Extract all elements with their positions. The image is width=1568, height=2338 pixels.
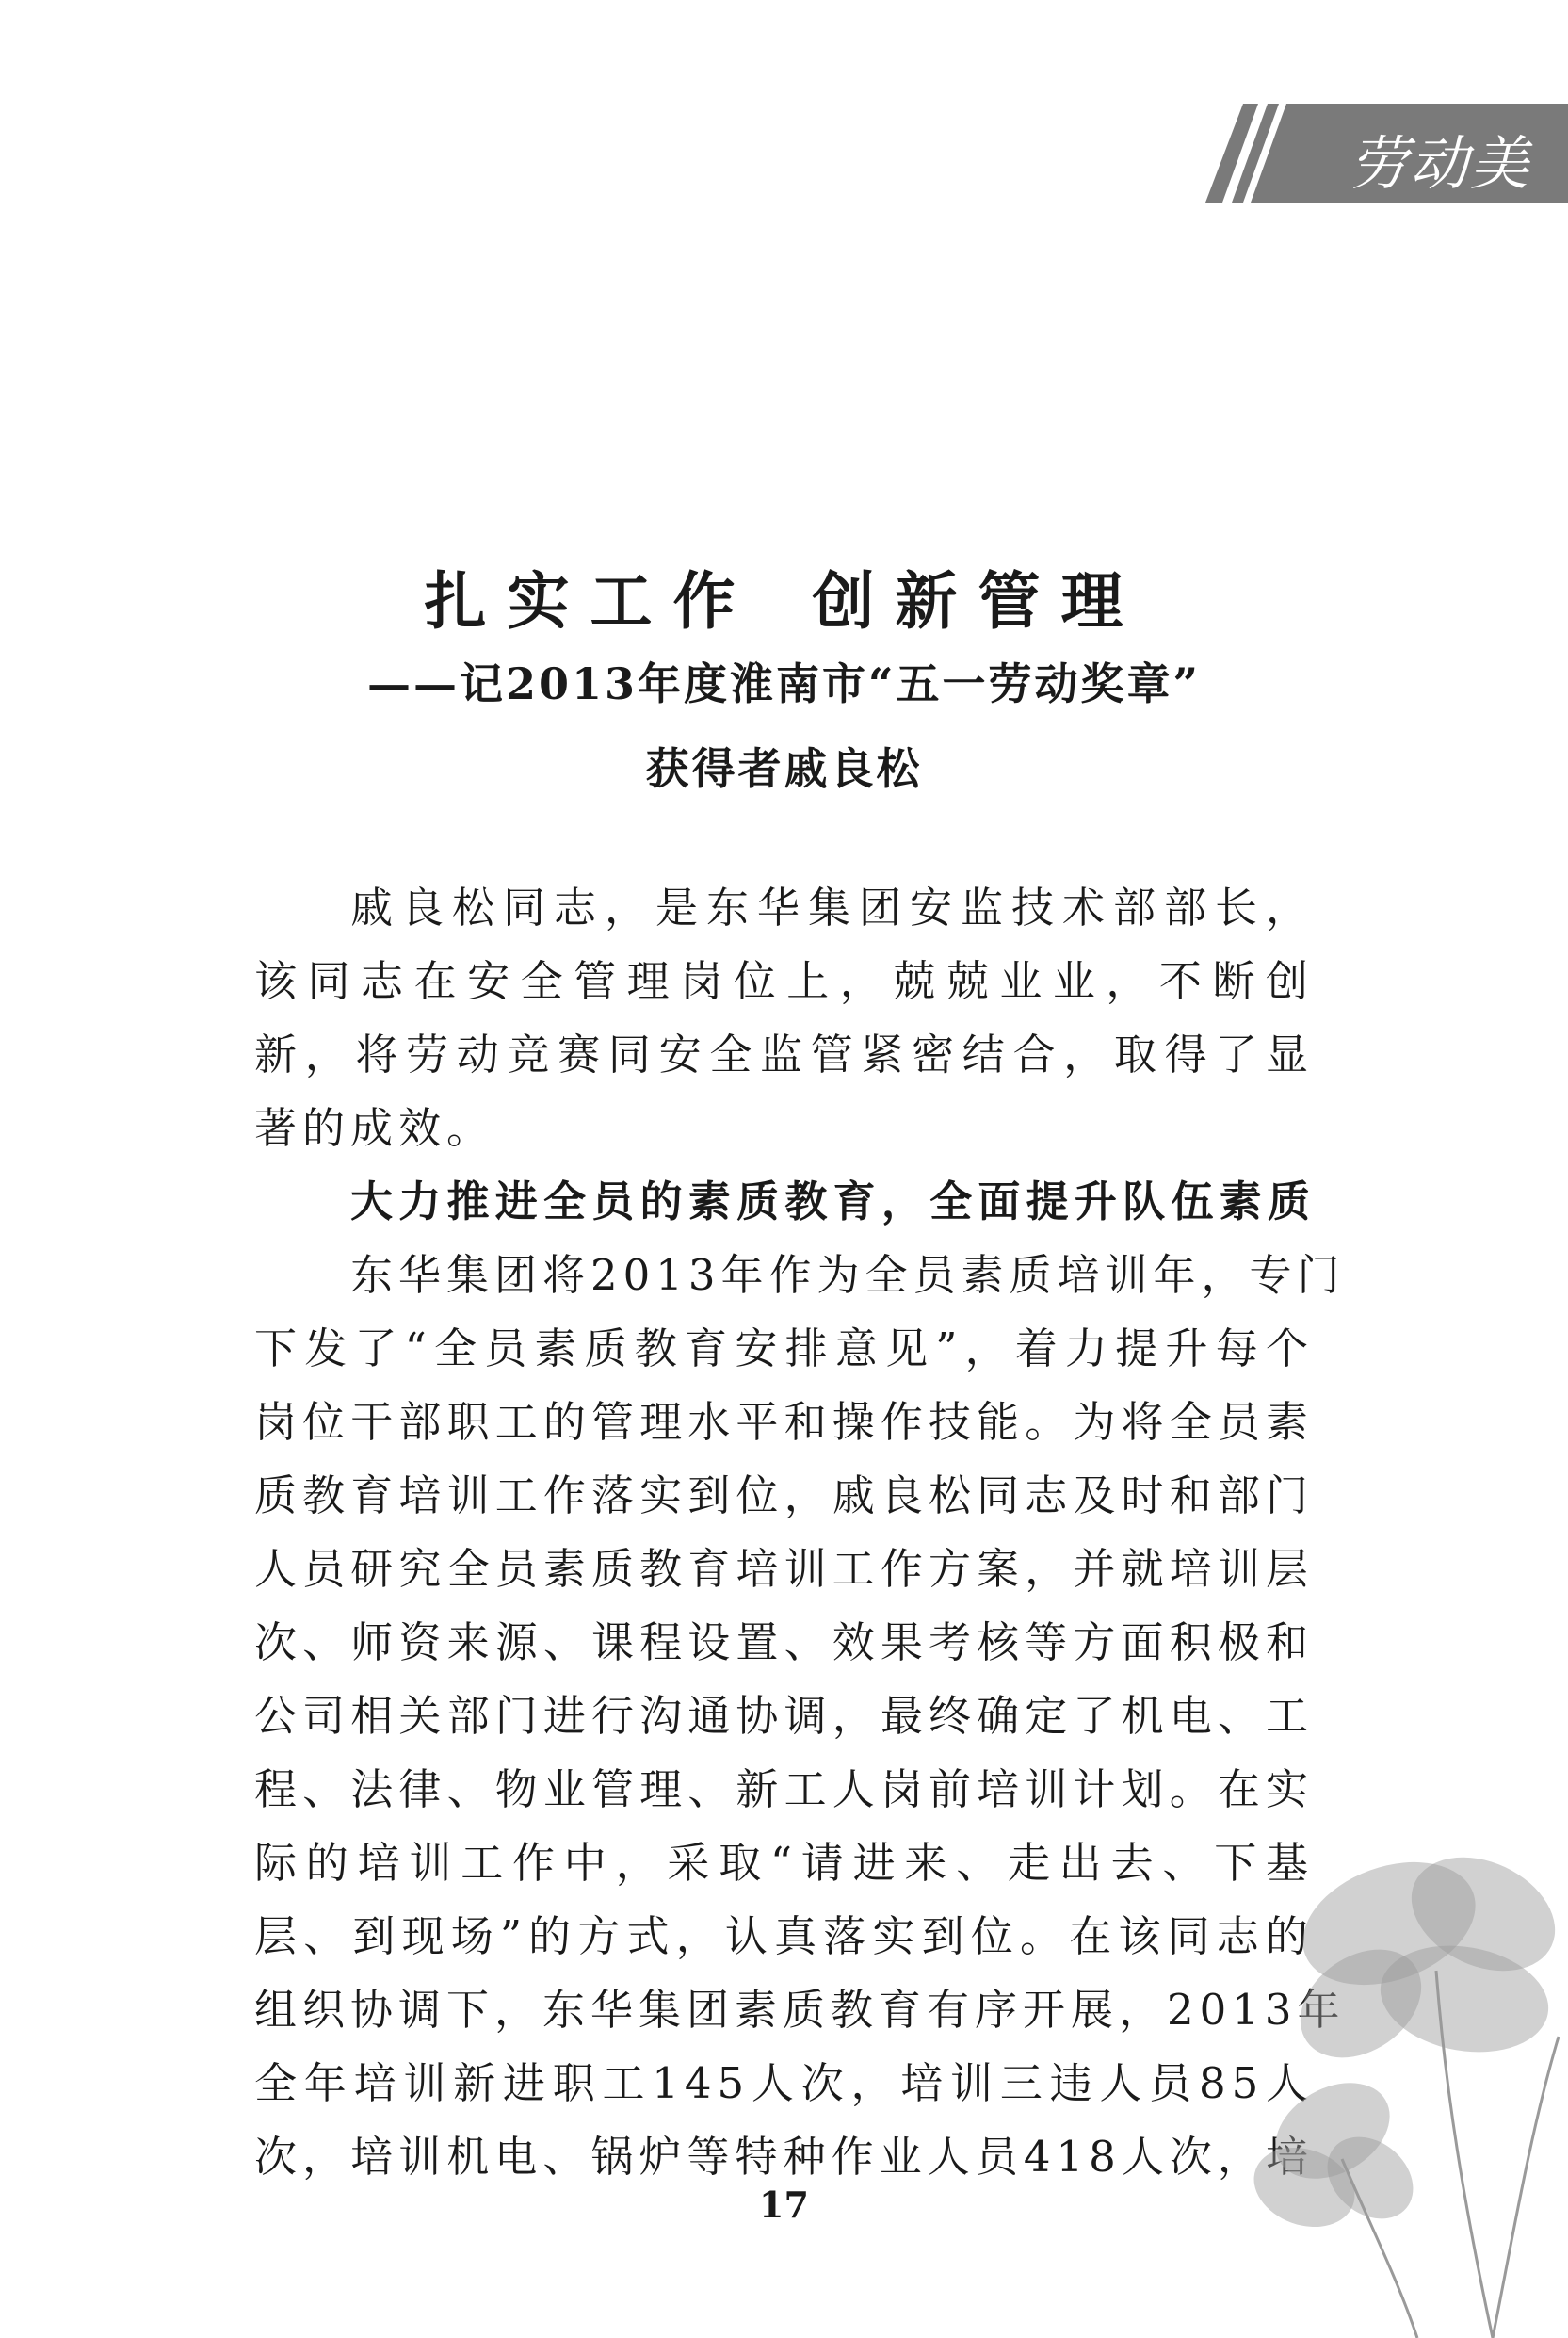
article-body	[254, 871, 1346, 2194]
section-label: 劳动美	[1349, 129, 1530, 198]
section-tab	[1205, 104, 1568, 203]
body-line: 层、到现场”的方式，认真落实到位。在该同志的	[254, 1911, 1314, 1961]
body-line: 质教育培训工作落实到位，戚良松同志及时和部门	[254, 1470, 1314, 1520]
body-line: 新，将劳动竞赛同安全监管紧密结合，取得了显	[254, 1030, 1314, 1080]
body-line: 次、师资来源、课程设置、效果考核等方面积极和	[254, 1617, 1314, 1667]
body-line: 下发了“全员素质教育安排意见”，着力提升每个	[254, 1323, 1314, 1373]
body-line: 次，培训机电、锅炉等特种作业人员418人次，培	[254, 2132, 1314, 2182]
section-heading: 大力推进全员的素质教育，全面提升队伍素质	[350, 1177, 1314, 1226]
body-line: 著的成效。	[254, 1103, 495, 1153]
body-line: 公司相关部门进行沟通协调，最终确定了机电、工	[254, 1691, 1314, 1741]
body-line: 东华集团将2013年作为全员素质培训年，专门	[350, 1250, 1346, 1300]
body-line: 际的培训工作中，采取“请进来、走出去、下基	[254, 1838, 1314, 1888]
body-line: 人员研究全员素质教育培训工作方案，并就培训层	[254, 1544, 1314, 1594]
page-number: 17	[759, 2184, 809, 2226]
body-line: 岗位干部职工的管理水平和操作技能。为将全员素	[254, 1397, 1314, 1447]
body-line: 全年培训新进职工145人次，培训三违人员85人	[254, 2058, 1314, 2108]
article-subtitle-2: 获得者戚良松	[645, 743, 923, 794]
body-line: 戚良松同志，是东华集团安监技术部部长，	[350, 883, 1314, 933]
title-part-1: 扎实工作	[424, 564, 756, 638]
article-subtitle: ——记2013年度淮南市“五一劳动奖章”	[367, 658, 1201, 709]
body-line: 组织协调下，东华集团素质教育有序开展，2013年	[254, 1985, 1346, 2035]
body-line: 该同志在安全管理岗位上，兢兢业业，不断创	[254, 956, 1314, 1006]
body-line: 程、法律、物业管理、新工人岗前培训计划。在实	[254, 1764, 1314, 1814]
article-title	[0, 551, 1568, 641]
flower-decoration-icon	[1248, 1848, 1568, 2338]
title-part-2: 创新管理	[812, 564, 1144, 638]
